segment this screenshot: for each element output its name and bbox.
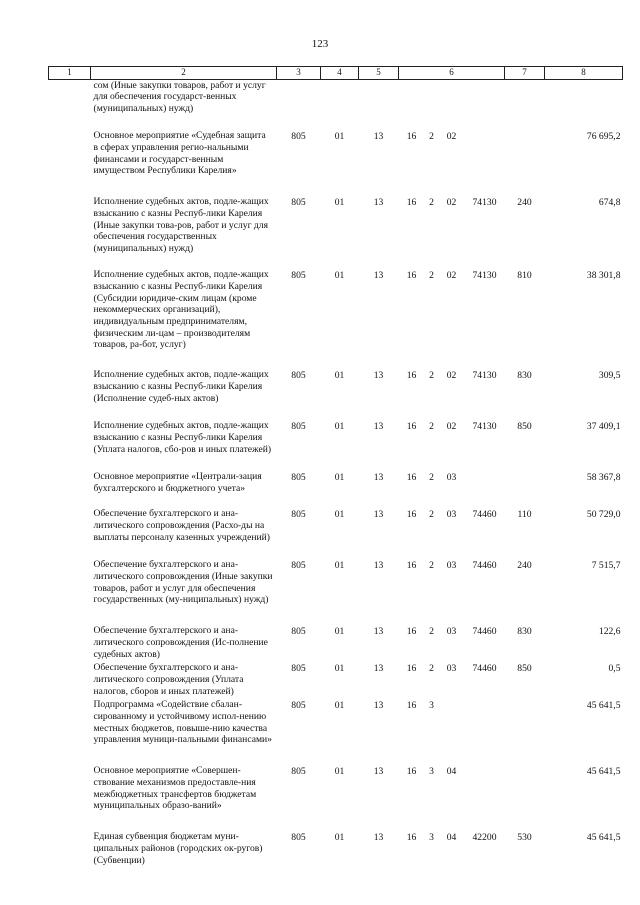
cell-c7	[505, 130, 545, 196]
cell-name: Единая субвенция бюджетам муни-ципальных районов (городских ок-ругов) (Субвенции)	[93, 831, 263, 866]
cell-c6c: 03	[446, 626, 457, 638]
cell-c4: 01	[334, 663, 345, 675]
cell-c4: 01	[334, 560, 345, 572]
cell-c8: 122,6	[598, 626, 621, 638]
cell-row-number	[49, 130, 91, 196]
table-row	[49, 508, 623, 559]
column-header-1: 1	[49, 67, 91, 80]
cell-c6d	[465, 130, 505, 196]
cell-c6b: 2	[429, 626, 434, 638]
cell-c8: 50 729,0	[586, 509, 621, 521]
cell-c5: 13	[373, 509, 384, 521]
cell-c6c: 03	[446, 663, 457, 675]
cell-c7: 830	[517, 626, 532, 638]
page-number: 123	[311, 38, 329, 50]
cell-c3: 805	[291, 766, 306, 778]
cell-row-number	[49, 662, 91, 699]
cell-c6b: 2	[429, 560, 434, 572]
cell-c7: 810	[517, 270, 532, 282]
cell-name: Исполнение судебных актов, подле-жащих взысканию с казны Респуб-лики Карелия (Уплата налогов, сбо-ров и иных платежей)	[93, 420, 272, 455]
cell-c4: 01	[334, 700, 345, 712]
cell-c6a: 16	[406, 832, 417, 844]
cell-c3: 805	[291, 131, 306, 143]
cell-c6d	[465, 471, 505, 508]
cell-c7	[505, 765, 545, 831]
cell-c6a: 16	[406, 131, 417, 143]
table-row	[49, 559, 623, 625]
cell-c6a: 16	[406, 700, 417, 712]
cell-c5	[359, 79, 399, 130]
cell-c4	[321, 79, 359, 130]
table-row	[49, 130, 623, 196]
cell-name: Основное мероприятие «Судебная защита в сферах управления регио-нальными финансами и государст-венным имуществом Республики Карелия»	[93, 130, 266, 177]
cell-c3: 805	[291, 832, 306, 844]
cell-c5: 13	[373, 832, 384, 844]
table-row	[49, 625, 623, 662]
cell-c5: 13	[373, 197, 384, 209]
cell-c3: 805	[291, 626, 306, 638]
cell-c4: 01	[334, 472, 345, 484]
cell-c6d: 74460	[472, 509, 497, 521]
cell-c6d: 74130	[472, 421, 497, 433]
cell-c6c: 03	[446, 472, 457, 484]
cell-c6c: 03	[446, 509, 457, 521]
cell-c6a	[399, 79, 425, 130]
cell-row-number	[49, 625, 91, 662]
table-row	[49, 471, 623, 508]
cell-row-number	[49, 765, 91, 831]
cell-c5: 13	[373, 270, 384, 282]
cell-c4: 01	[334, 626, 345, 638]
cell-c6c	[439, 79, 465, 130]
cell-c5: 13	[373, 472, 384, 484]
cell-c4: 01	[334, 766, 345, 778]
cell-c8: 0,5	[608, 663, 621, 675]
cell-c8: 309,5	[598, 370, 621, 382]
cell-c6c	[439, 699, 465, 765]
cell-c8: 76 695,2	[586, 131, 621, 143]
cell-c6d	[465, 699, 505, 765]
table-row	[49, 196, 623, 269]
cell-c6d: 74130	[472, 197, 497, 209]
cell-row-number	[49, 79, 91, 130]
cell-row-number	[49, 471, 91, 508]
cell-name: Исполнение судебных актов, подле-жащих взысканию с казны Респуб-лики Карелия (Субсидии юридиче-ским лицам (кроме некоммерческих организаций), индивидуальным предпринимателям, физическим ли-цам – производителям товаров, ра-бот, услуг)	[93, 269, 269, 351]
cell-row-number	[49, 420, 91, 471]
cell-c3: 805	[291, 197, 306, 209]
cell-row-number	[49, 831, 91, 868]
cell-name: Исполнение судебных актов, подле-жащих взысканию с казны Респуб-лики Карелия (Иные закупки това-ров, работ и услуг для обеспечения государственных (муниципальных) нужд)	[93, 196, 269, 255]
column-header-row	[49, 67, 623, 80]
cell-c7: 240	[517, 197, 532, 209]
cell-row-number	[49, 559, 91, 625]
cell-c6d: 74130	[472, 370, 497, 382]
cell-c3: 805	[291, 700, 306, 712]
cell-name: Основное мероприятие «Централи-зация бухгалтерского и бюджетного учета»	[93, 471, 262, 494]
column-header-2: 2	[91, 67, 277, 80]
cell-c6a: 16	[406, 626, 417, 638]
cell-c6d: 74460	[472, 560, 497, 572]
cell-c6b: 3	[429, 766, 434, 778]
cell-name: Обеспечение бухгалтерского и ана-литического сопровождения (Расхо-ды на выплаты персоналу казенных учреждений)	[93, 508, 270, 543]
column-header-3: 3	[277, 67, 321, 80]
table-row	[49, 420, 623, 471]
cell-name: Обеспечение бухгалтерского и ана-литического сопровождения (Уплата налогов, сборов и иных платежей)	[93, 662, 244, 697]
cell-c6d	[465, 765, 505, 831]
cell-c5: 13	[373, 131, 384, 143]
cell-name: Обеспечение бухгалтерского и ана-литического сопровождения (Иные закупки товаров, работ и услуг для обеспечения государственных (му-ниципальных) нужд)	[93, 559, 273, 606]
cell-name: Основное мероприятие «Совершен-ствование механизмов предоставле-ния межбюджетных трансфертов бюджетам муниципальных образо-ваний»	[93, 765, 257, 812]
cell-c6a: 16	[406, 270, 417, 282]
cell-c8: 7 515,7	[591, 560, 621, 572]
cell-c8: 674,8	[598, 197, 621, 209]
budget-table-container	[48, 66, 622, 868]
cell-row-number	[49, 508, 91, 559]
cell-c6d: 74130	[472, 270, 497, 282]
cell-c6b: 2	[429, 197, 434, 209]
cell-c6b: 2	[429, 421, 434, 433]
cell-c5: 13	[373, 663, 384, 675]
cell-c6a: 16	[406, 663, 417, 675]
cell-c6c: 03	[446, 560, 457, 572]
cell-c7: 830	[517, 370, 532, 382]
cell-c8: 58 367,8	[586, 472, 621, 484]
table-row	[49, 269, 623, 369]
table-row	[49, 699, 623, 765]
cell-c5: 13	[373, 766, 384, 778]
cell-c3: 805	[291, 270, 306, 282]
cell-c7: 850	[517, 421, 532, 433]
cell-c6b: 2	[429, 663, 434, 675]
cell-c6c: 02	[446, 270, 457, 282]
cell-c8: 45 641,5	[586, 832, 621, 844]
cell-c3: 805	[291, 472, 306, 484]
cell-c6a: 16	[406, 370, 417, 382]
cell-c6d: 74460	[472, 663, 497, 675]
cell-c6a: 16	[406, 560, 417, 572]
table-row	[49, 369, 623, 420]
cell-c6c: 04	[446, 832, 457, 844]
cell-c5: 13	[373, 700, 384, 712]
cell-c3: 805	[291, 560, 306, 572]
cell-c3: 805	[291, 663, 306, 675]
cell-c5: 13	[373, 560, 384, 572]
cell-c6c: 02	[446, 370, 457, 382]
cell-name: сом (Иные закупки товаров, работ и услуг для обеспечения государст-венных (муниципальных) нужд)	[93, 79, 266, 115]
column-header-6: 6	[399, 67, 505, 80]
cell-c4: 01	[334, 270, 345, 282]
cell-c6c: 02	[446, 197, 457, 209]
cell-c4: 01	[334, 370, 345, 382]
cell-row-number	[49, 369, 91, 420]
cell-c7	[505, 699, 545, 765]
cell-row-number	[49, 269, 91, 369]
table-row	[49, 662, 623, 699]
cell-c6b: 2	[429, 472, 434, 484]
table-row	[49, 765, 623, 831]
cell-c6d: 42200	[472, 832, 497, 844]
cell-c5: 13	[373, 421, 384, 433]
cell-c8: 45 641,5	[586, 700, 621, 712]
cell-c6a: 16	[406, 197, 417, 209]
cell-row-number	[49, 196, 91, 269]
cell-c6d: 74460	[472, 626, 497, 638]
cell-c6b: 2	[429, 270, 434, 282]
column-header-4: 4	[321, 67, 359, 80]
cell-row-number	[49, 699, 91, 765]
cell-c7: 240	[517, 560, 532, 572]
cell-c6b: 3	[429, 832, 434, 844]
cell-c7: 530	[517, 832, 532, 844]
table-row	[49, 79, 623, 130]
cell-c3	[277, 79, 321, 130]
cell-c7	[505, 79, 545, 130]
cell-c6b: 2	[429, 509, 434, 521]
cell-c6b: 3	[429, 700, 434, 712]
cell-c6a: 16	[406, 472, 417, 484]
cell-name: Обеспечение бухгалтерского и ана-литического сопровождения (Ис-полнение судебных актов)	[93, 625, 268, 660]
cell-c8: 45 641,5	[586, 766, 621, 778]
cell-c4: 01	[334, 197, 345, 209]
cell-name: Исполнение судебных актов, подле-жащих взысканию с казны Респуб-лики Карелия (Исполнение судеб-ных актов)	[93, 369, 269, 404]
column-header-8: 8	[545, 67, 623, 80]
cell-c4: 01	[334, 509, 345, 521]
cell-c6d	[465, 79, 505, 130]
cell-c3: 805	[291, 421, 306, 433]
cell-c6c: 04	[446, 766, 457, 778]
cell-c6a: 16	[406, 509, 417, 521]
cell-c4: 01	[334, 421, 345, 433]
cell-c6b: 2	[429, 370, 434, 382]
table-row	[49, 831, 623, 868]
column-header-7: 7	[505, 67, 545, 80]
cell-c6a: 16	[406, 421, 417, 433]
cell-c5: 13	[373, 626, 384, 638]
cell-c7: 850	[517, 663, 532, 675]
table-body	[49, 79, 623, 868]
cell-c3: 805	[291, 509, 306, 521]
cell-c6b: 2	[429, 131, 434, 143]
cell-c4: 01	[334, 131, 345, 143]
cell-c8: 38 301,8	[586, 270, 621, 282]
cell-c5: 13	[373, 370, 384, 382]
cell-c7: 110	[517, 509, 532, 521]
cell-c3: 805	[291, 370, 306, 382]
cell-c4: 01	[334, 832, 345, 844]
cell-c6b	[425, 79, 439, 130]
cell-c7	[505, 471, 545, 508]
cell-c8: 37 409,1	[586, 421, 621, 433]
cell-name: Подпрограмма «Содействие сбалан-сированному и устойчивому испол-нению местных бюджетов, повыше-нию качества управления муници-пальными финансами»	[93, 699, 272, 746]
budget-table	[48, 66, 623, 868]
cell-c8	[545, 79, 623, 130]
cell-c6c: 02	[446, 421, 457, 433]
cell-c6a: 16	[406, 766, 417, 778]
cell-c6c: 02	[446, 131, 457, 143]
column-header-5: 5	[359, 67, 399, 80]
